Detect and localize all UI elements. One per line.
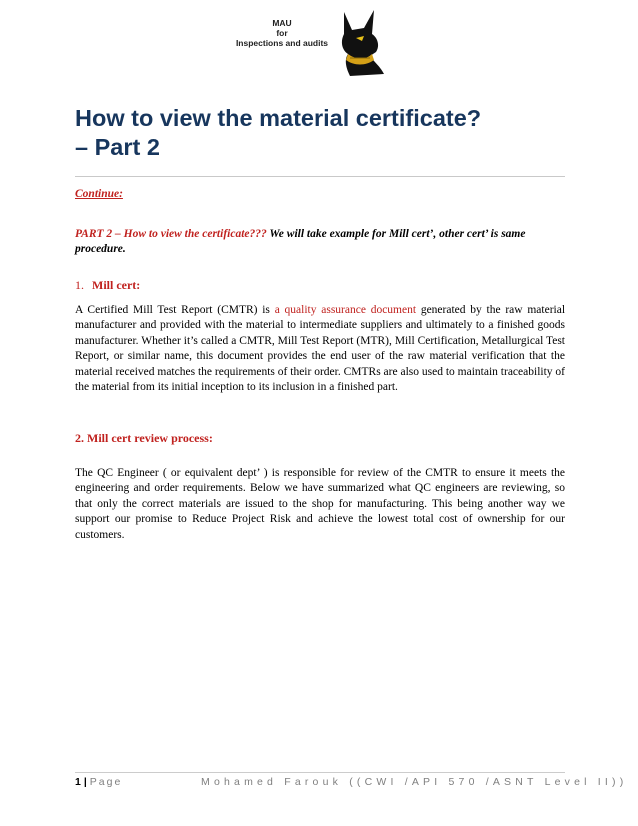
title-divider	[75, 176, 565, 177]
cat-logo-icon	[330, 8, 392, 80]
page-word: Page	[89, 776, 123, 788]
footer	[75, 776, 628, 788]
section-1-label: Mill cert:	[92, 278, 141, 292]
logo-line: for	[276, 28, 288, 38]
title-line-1: How to view the material certificate?	[75, 105, 482, 131]
section-2-heading: 2. Mill cert review process:	[75, 431, 213, 445]
title-line-2: – Part 2	[75, 134, 160, 160]
section-1-number: 1.	[75, 278, 84, 292]
section-2-paragraph: The QC Engineer ( or equivalent dept’ ) is responsible for review of the CMTR to ensure it meets the engineering and order requirements. Below we have summarized what QC engineers are reviewing, so that only the correct materials are issued to the shop for manufacturing. This being another way we support our promise to Reduce Project Risk and achieve the lowest total cost of ownership for our customers.	[75, 467, 565, 541]
page-title	[75, 104, 575, 162]
para-text: generated by the raw material manufacturer and provided with the material to intermediate suppliers and ultimately to a finished goods manufacturer. Whether it’s called a CMTR, Mill Test Report (MTR), Mill Certification, Metallurgical Test Report, or similar name, this document provides the end user of the raw material verification that the material received matches the requirements of their order. CMTRs are also used to maintain traceability of the material from its initial inception to its inclusion in a finished part.	[75, 304, 566, 394]
part2-heading: PART 2 – How to view the certificate???	[75, 228, 267, 240]
logo-text	[232, 18, 332, 48]
part2-note: We will take example for Mill cert’, other cert’ is same procedure.	[75, 228, 526, 255]
section-1-paragraph	[75, 303, 565, 395]
section-1-heading	[75, 278, 140, 293]
footer-divider	[75, 772, 565, 773]
part2-intro	[75, 227, 565, 257]
highlight-link: a quality assurance document	[274, 304, 417, 316]
footer-separator: |	[83, 776, 87, 788]
logo-line: Inspections and audits	[235, 38, 329, 48]
page-number: 1	[75, 776, 81, 788]
logo-line: MAU	[272, 18, 292, 28]
footer-author: Mohamed Farouk ((CWI /API 570 /ASNT Level II))	[201, 776, 628, 788]
continue-label: Continue:	[75, 188, 123, 200]
para-text: A Certified Mill Test Report (CMTR) is	[75, 304, 270, 316]
